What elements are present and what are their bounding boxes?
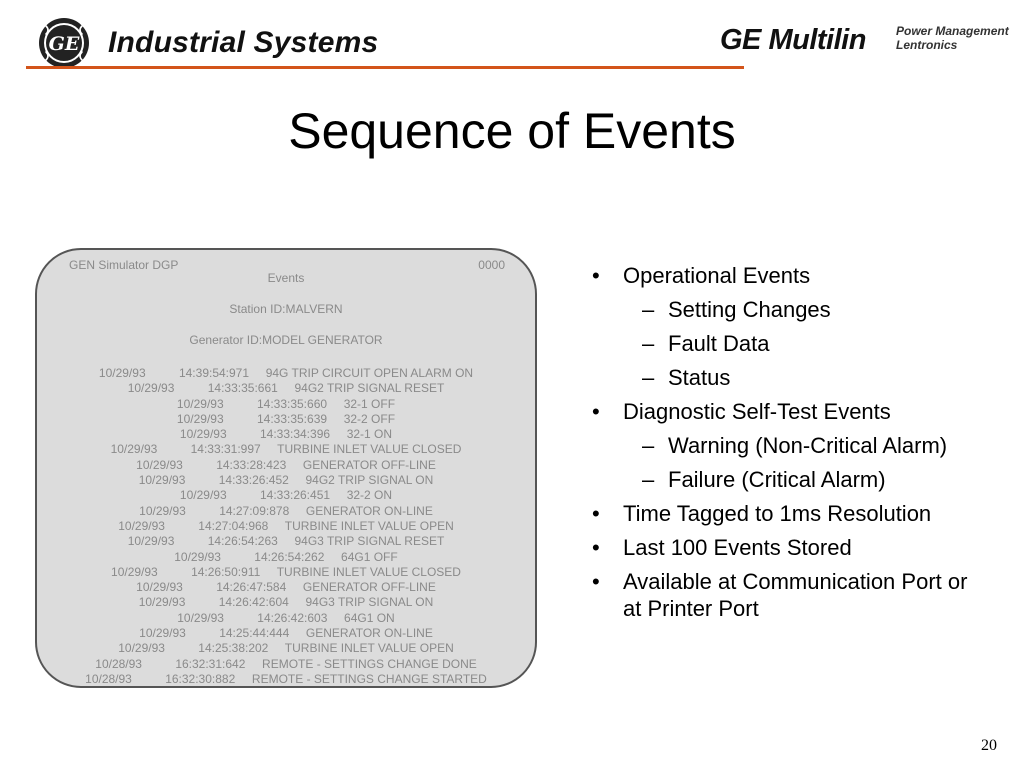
dash-marker: –	[642, 433, 655, 458]
sub-bullet-item	[592, 364, 972, 391]
event-row: 10/29/93 14:26:54:262 64G1 OFF	[174, 549, 398, 564]
event-row: 10/29/93 14:27:09:878 GENERATOR ON-LINE	[139, 503, 433, 518]
event-row: 10/29/93 14:33:28:423 GENERATOR OFF-LINE	[136, 457, 436, 472]
bullet-text: Setting Changes	[668, 297, 831, 322]
bullet-item	[592, 568, 972, 622]
bullet-text: Operational Events	[623, 263, 811, 288]
sub-bullet-item	[592, 330, 972, 357]
bullet-text: Status	[668, 365, 731, 390]
event-row: 10/29/93 14:26:42:604 94G3 TRIP SIGNAL ON	[138, 595, 434, 610]
dash-marker: –	[642, 467, 655, 492]
event-row: 10/29/93 14:26:50:911 TURBINE INLET VALUE CLOSED	[111, 564, 461, 579]
event-row: 10/29/93 14:33:35:660 32-1 OFF	[176, 396, 396, 411]
ge-monogram-icon	[38, 17, 90, 69]
dash-marker: –	[642, 297, 655, 322]
event-row: 10/29/93 14:27:04:968 TURBINE INLET VALUE OPEN	[118, 518, 454, 533]
event-log-panel	[35, 248, 537, 688]
header-divider	[26, 66, 744, 69]
event-row: 10/29/93 14:39:54:971 94G TRIP CIRCUIT OPEN ALARM ON	[98, 366, 474, 380]
event-row: 10/29/93 14:25:38:202 TURBINE INLET VALUE OPEN	[118, 641, 454, 656]
bullet-text: Time Tagged to 1ms Resolution	[623, 501, 932, 526]
bullet-item	[592, 262, 972, 289]
bullet-list	[592, 262, 972, 629]
bullet-text: Warning (Non-Critical Alarm)	[668, 433, 948, 458]
bullet-text: Fault Data	[668, 331, 770, 356]
event-row: 10/29/93 14:26:47:584 GENERATOR OFF-LINE	[136, 580, 436, 595]
bullet-item	[592, 534, 972, 561]
sub-bullet-item	[592, 466, 972, 493]
event-row: 10/28/93 16:32:30:882 REMOTE - SETTINGS CHANGE STARTED	[85, 671, 487, 686]
bullet-item	[592, 398, 972, 425]
page-number: 20	[981, 737, 997, 754]
dash-marker: –	[642, 365, 655, 390]
brand-sub-line-1: Power Management	[896, 24, 1009, 38]
event-row: 10/28/93 16:32:31:642 REMOTE - SETTINGS CHANGE DONE	[95, 656, 477, 671]
bullet-text: Diagnostic Self-Test Events	[623, 399, 891, 424]
bullet-text: Available at Communication Port or at Printer Port	[623, 569, 968, 621]
dash-marker: –	[642, 331, 655, 356]
event-row: 10/29/93 14:25:44:444 GENERATOR ON-LINE	[139, 626, 433, 641]
event-row: 10/29/93 14:33:35:639 32-2 OFF	[176, 411, 396, 426]
sub-bullet-item	[592, 296, 972, 323]
brand-sub-line-2: Lentronics	[896, 38, 958, 52]
event-row: 10/29/93 14:33:31:997 TURBINE INLET VALUE CLOSED	[110, 442, 462, 457]
slide-title: Sequence of Events	[288, 103, 736, 159]
brand-subtitle	[896, 24, 1009, 52]
event-row: 10/29/93 14:33:26:452 94G2 TRIP SIGNAL ON	[138, 473, 434, 488]
panel-code: 0000	[478, 258, 505, 272]
event-list	[37, 366, 535, 687]
bullet-text: Failure (Critical Alarm)	[668, 467, 886, 492]
event-row: 10/29/93 14:26:54:263 94G3 TRIP SIGNAL RESET	[127, 534, 445, 549]
event-row: 10/29/93 14:33:35:661 94G2 TRIP SIGNAL RESET	[127, 381, 445, 396]
station-id: Station ID:MALVERN	[229, 302, 343, 316]
event-row: 10/29/93 14:33:26:451 32-2 ON	[179, 488, 393, 503]
header-title: Industrial Systems	[108, 26, 379, 59]
event-row: 10/29/93 14:33:34:396 32-1 ON	[179, 427, 393, 442]
panel-device-name: GEN Simulator DGP	[69, 258, 179, 272]
brand-name: GE Multilin	[720, 24, 866, 56]
event-row: 10/29/93 14:26:42:603 64G1 ON	[177, 610, 395, 625]
sub-bullet-item	[592, 432, 972, 459]
bullet-item	[592, 500, 972, 527]
generator-id: Generator ID:MODEL GENERATOR	[189, 333, 383, 347]
svg-text:GE: GE	[48, 33, 80, 55]
panel-heading: Events	[267, 271, 305, 285]
bullet-text: Last 100 Events Stored	[623, 535, 852, 560]
